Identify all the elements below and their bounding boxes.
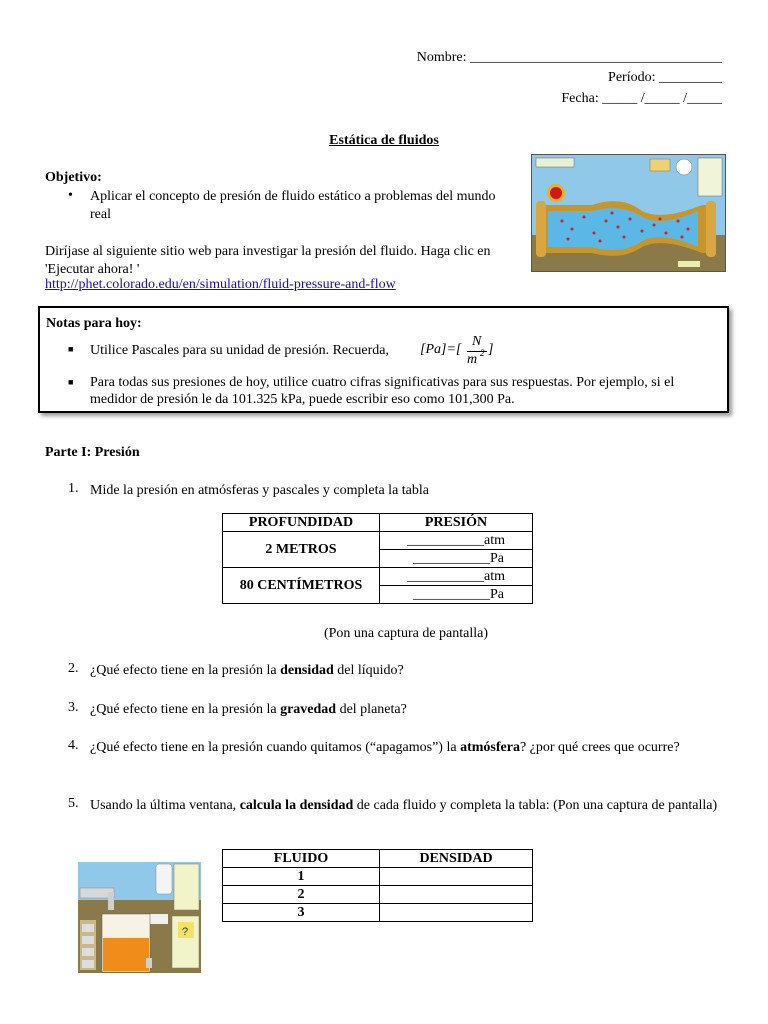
column-header: PROFUNDIDAD [223,514,380,532]
page-title: Estática de fluidos [329,133,439,148]
question-number: 3. [68,700,79,715]
objective-text: Aplicar el concepto de presión de fluido estático a problemas del mundo real [90,189,496,222]
question-5: Usando la última ventana, calcula la densidad de cada fluido y completa la tabla: (Pon una captura de pantalla) [90,798,718,813]
svg-text:?: ? [182,926,189,938]
date-field[interactable]: Fecha: _____ /_____ /_____ [561,91,722,106]
bullet-dot-icon: • [68,188,73,203]
density-simulation-image [78,862,201,973]
square-bullet-icon: ■ [68,377,74,387]
notes-box [38,306,729,413]
period-field[interactable]: Período: _________ [608,70,722,85]
question-number: 5. [68,796,79,811]
name-field[interactable]: Nombre: ____________________________________ [416,50,722,65]
column-header: DENSIDAD [380,850,533,868]
column-header: FLUIDO [223,850,380,868]
fluid-number-cell: 1 [223,868,380,886]
depth-80cm-cell: 80 CENTÍMETROS [223,568,380,604]
pressure-table [222,513,533,604]
square-bullet-icon: ■ [68,344,74,354]
notes-bullet-2: Para todas sus presiones de hoy, utilice cuatro cifras significativas para sus respuestas. Por ejemplo, si el medidor de presión le da 101.325 kPa, puede escribir eso como 101,300 Pa. [90,375,675,407]
density-table [222,849,533,922]
question-number: 1. [68,481,79,496]
density-input-cell[interactable] [380,886,533,904]
pascal-formula: [Pa]=[ N m 2 ] [420,334,494,367]
question-number: 4. [68,738,79,753]
question-2: ¿Qué efecto tiene en la presión la densidad del líquido? [90,663,404,678]
depth-2m-cell: 2 METROS [223,532,380,568]
density-input-cell[interactable] [380,868,533,886]
question-number: 2. [68,661,79,676]
part1-heading: Parte I: Presión [45,445,140,460]
question-4: ¿Qué efecto tiene en la presión cuando quitamos (“apagamos”) la atmósfera? ¿por qué crees que ocurre? [90,740,680,755]
question-3: ¿Qué efecto tiene en la presión la gravedad del planeta? [90,702,407,717]
screenshot-note: (Pon una captura de pantalla) [323,626,489,641]
pressure-pa-input[interactable]: ___________Pa [380,586,533,604]
density-input-cell[interactable] [380,904,533,922]
flow-simulation-image [531,154,726,272]
pressure-pa-input[interactable]: ___________Pa [380,550,533,568]
pressure-atm-input[interactable]: ___________atm [380,568,533,586]
question-1: Mide la presión en atmósferas y pascales y completa la tabla [90,483,429,498]
phet-simulation-link[interactable]: http://phet.colorado.edu/en/simulation/fluid-pressure-and-flow [45,277,396,292]
column-header: PRESIÓN [380,514,533,532]
fluid-number-cell: 3 [223,904,380,922]
instructions-text: Diríjase al siguiente sitio web para investigar la presión del fluido. Haga clic en 'Ejecutar ahora! ' [45,244,491,277]
fluid-number-cell: 2 [223,886,380,904]
notes-bullet-1: Utilice Pascales para su unidad de presión. Recuerda, [90,343,389,358]
notes-heading: Notas para hoy: [46,316,142,331]
objective-heading: Objetivo: [45,170,102,185]
pressure-atm-input[interactable]: ___________atm [380,532,533,550]
